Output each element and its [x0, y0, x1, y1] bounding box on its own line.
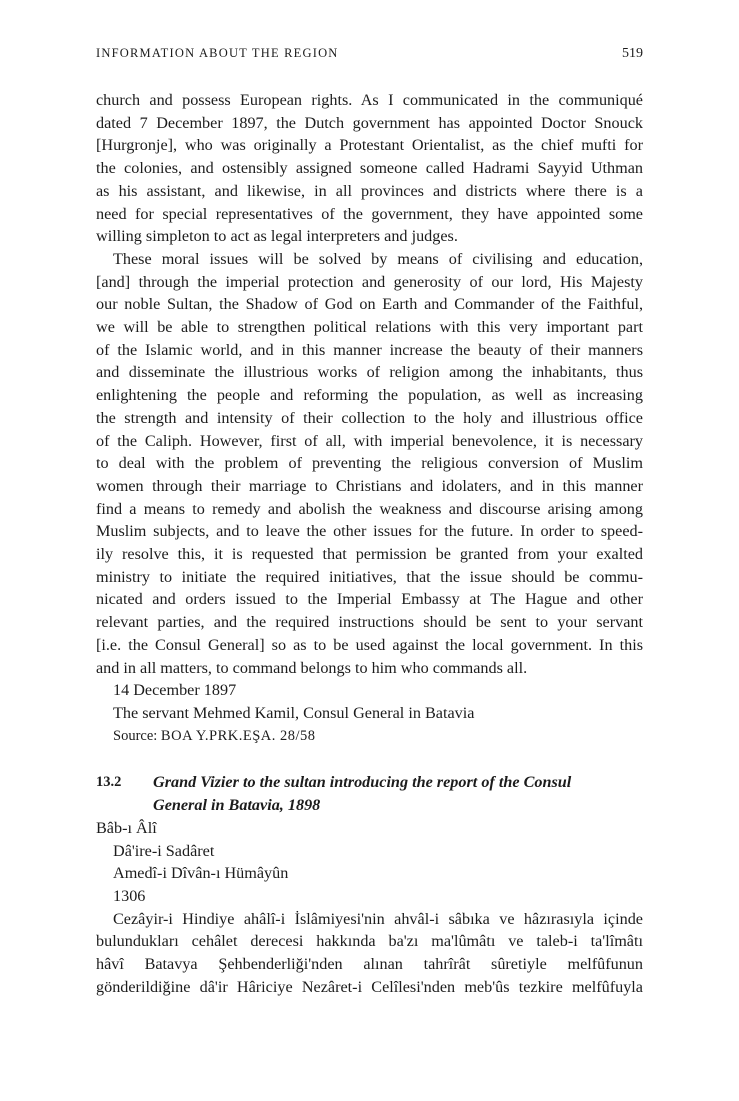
text-line: the colonies, and ostensibly assigned someone called Hadrami Sayyid Uthman	[96, 159, 643, 178]
text-line: nicated and orders issued to the Imperial Embassy at The Hague and other	[96, 590, 643, 609]
text-line: ily resolve this, it is requested that permission be granted from your exalted	[96, 545, 643, 564]
running-title: INFORMATION ABOUT THE REGION	[96, 46, 339, 60]
letter-signer: The servant Mehmed Kamil, Consul General in Batavia	[113, 703, 475, 722]
section-title	[153, 771, 571, 816]
text-line: as his assistant, and likewise, in all provinces and districts where there is a	[96, 181, 643, 200]
text-line: church and possess European rights. As I communicated in the communiqué	[96, 91, 643, 109]
document-year: 1306	[113, 886, 146, 905]
text-line: and disseminate the illustrious works of religion among the inhabitants, thus	[96, 363, 643, 382]
text-line: Muslim subjects, and to leave the other issues for the future. In order to speed-	[96, 522, 643, 541]
body-text	[96, 89, 643, 998]
running-header	[96, 46, 643, 62]
text-line: to deal with the problem of preventing the religious conversion of Muslim	[96, 454, 643, 473]
letter-date: 14 December 1897	[113, 681, 237, 700]
paragraph-1	[96, 89, 643, 248]
text-line: hâvî Batavya Şehbenderliği'nden alınan tahrîrât sûretiyle melfûfunun	[96, 955, 643, 974]
text-line: bulundukları cehâlet derecesi hakkında ba'zı ma'lûmâtı ve taleb-i ta'lîmâtı	[96, 932, 643, 951]
text-line: [i.e. the Consul General] so as to be used against the local government. In this	[96, 635, 643, 654]
paragraph-2	[96, 248, 643, 679]
section-number: 13.2	[96, 774, 122, 791]
source-reference: BOA Y.PRK.EŞA. 28/58	[160, 727, 316, 744]
text-line: the strength and intensity of their collection to the holy and illustrious office	[96, 408, 643, 427]
text-line: ministry to initiate the required initiatives, that the issue should be commu-	[96, 567, 643, 586]
source-citation	[96, 725, 643, 748]
text-line: we will be able to strengthen political relations with this very important part	[96, 318, 643, 337]
text-line: women through their marriage to Christians and idolaters, and in this manner	[96, 476, 643, 495]
document-bureau: Amedî-i Dîvân-ı Hümâyûn	[113, 864, 289, 883]
text-line: Cezâyir-i Hindiye ahâlî-i İslâmiyesi'nin ahvâl-i sâbıka ve hâzırasıyla içinde	[113, 909, 643, 928]
section-heading	[96, 771, 643, 816]
text-line: [and] through the imperial protection and generosity of our lord, His Majesty	[96, 272, 643, 291]
text-line: enlightening the people and reforming the population, as well as increasing	[96, 386, 643, 405]
document-heading: Bâb-ı Âlî	[96, 818, 157, 837]
text-line: relevant parties, and the required instructions should be sent to your servant	[96, 613, 643, 632]
text-line: of the Caliph. However, first of all, with imperial benevolence, it is necessary	[96, 431, 643, 450]
text-line: [Hurgronje], who was originally a Protestant Orientalist, as the chief mufti for	[96, 136, 643, 155]
ottoman-document	[96, 817, 643, 999]
text-line: gönderildiğine dâ'ir Hâriciye Nezâret-i Celîlesi'nden meb'ûs tezkire melfûfuyla	[96, 977, 643, 996]
text-line: dated 7 December 1897, the Dutch government has appointed Doctor Snouck	[96, 113, 643, 132]
source-label: Source:	[113, 727, 158, 744]
text-line: find a means to remedy and abolish the weakness and discourse arising among	[96, 499, 643, 518]
text-line: our noble Sultan, the Shadow of God on Earth and Commander of the Faithful,	[96, 295, 643, 314]
text-line: of the Islamic world, and in this manner increase the beauty of their manners	[96, 340, 643, 359]
page-number: 519	[622, 46, 643, 61]
section-title-line: Grand Vizier to the sultan introducing the report of the Consul	[153, 773, 572, 792]
text-line: willing simpleton to act as legal interpreters and judges.	[96, 227, 458, 246]
text-line: and in all matters, to command belongs to him who commands all.	[96, 658, 528, 677]
document-office: Dâ'ire-i Sadâret	[113, 841, 215, 860]
text-line: These moral issues will be solved by means of civilising and education,	[113, 249, 643, 268]
signature-block	[96, 679, 643, 747]
section-title-line: General in Batavia, 1898	[153, 796, 321, 815]
text-line: need for special representatives of the government, they have appointed some	[96, 204, 643, 223]
